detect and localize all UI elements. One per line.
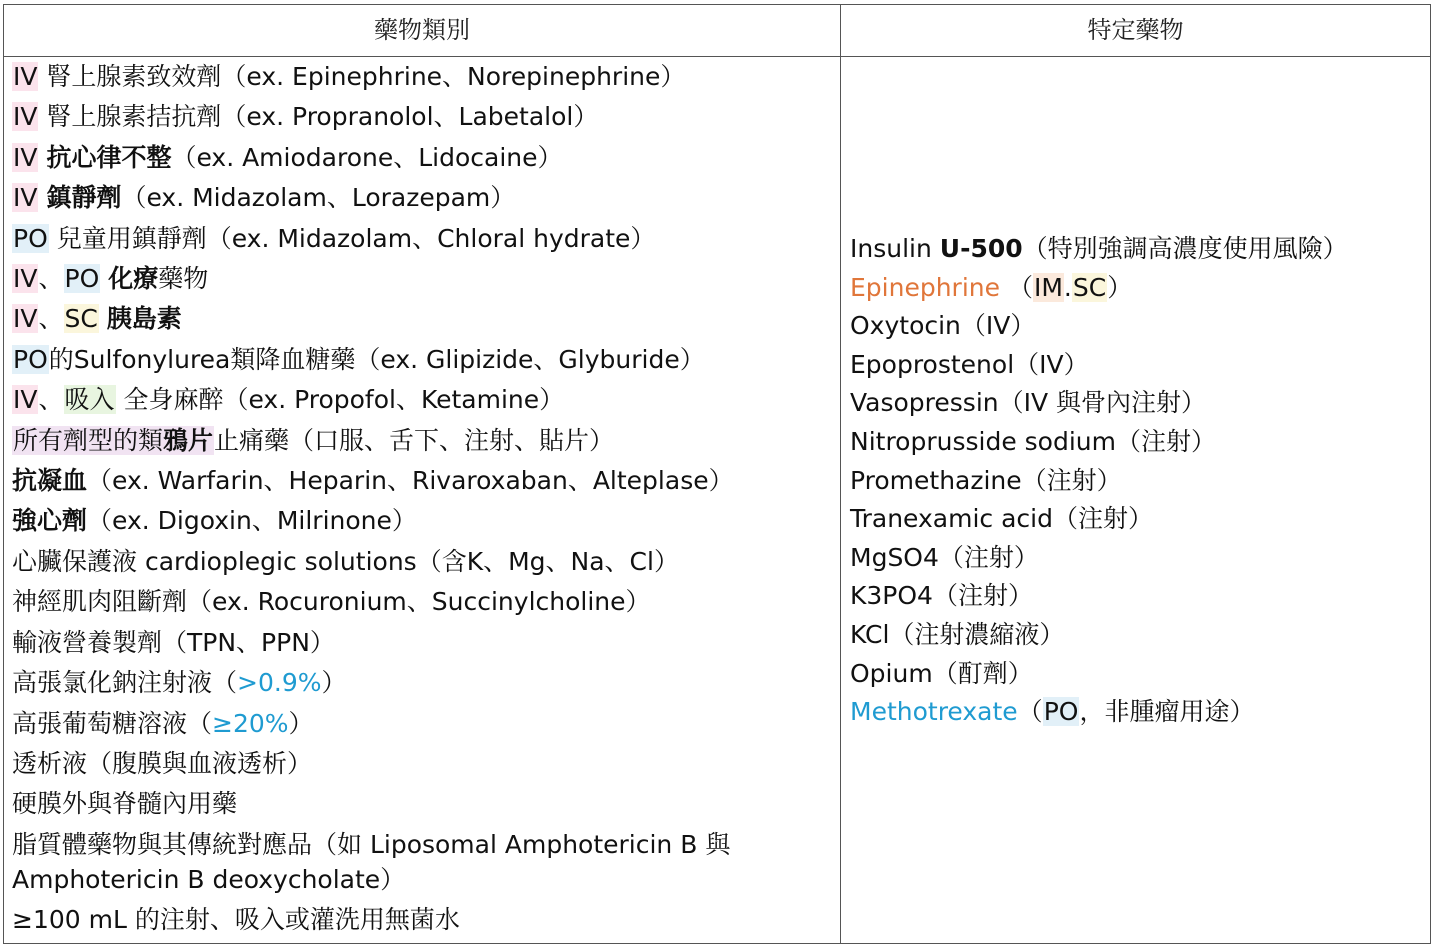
list-item: IV 抗心律不整（ex. Amiodarone、Lidocaine） — [13, 142, 563, 172]
list-item: Epoprostenol（IV） — [850, 349, 1089, 379]
route-tag-iv: IV — [13, 183, 38, 213]
list-item: 強心劑（ex. Digoxin、Milrinone） — [12, 506, 417, 536]
list-item: IV、PO 化療藥物 — [13, 264, 209, 294]
route-tag-po: PO — [1043, 697, 1079, 727]
list-item: Nitroprusside sodium（注射） — [850, 426, 1216, 456]
list-item: 高張氯化鈉注射液（>0.9%） — [12, 668, 347, 698]
list-item: Promethazine（注射） — [850, 465, 1122, 495]
list-item: Vasopressin（IV 與骨內注射） — [850, 388, 1207, 418]
list-item: 脂質體藥物與其傳統對應品（如 Liposomal Amphotericin B 與 Amphotericin B deoxycholate） — [12, 829, 731, 894]
list-item: IV 腎上腺素拮抗劑（ex. Propranolol、Labetalol） — [13, 102, 599, 132]
list-item: KCl（注射濃縮液） — [850, 619, 1065, 649]
list-item: IV、吸入 全身麻醉（ex. Propofol、Ketamine） — [13, 385, 565, 415]
list-item: IV 腎上腺素致效劑（ex. Epinephrine、Norepinephrine） — [13, 62, 686, 91]
drug-name-highlight: Methotrexate — [850, 697, 1018, 727]
drug-name-highlight: Epinephrine — [850, 272, 1000, 302]
drug-category-list — [12, 57, 832, 940]
route-tag-inhaled: 吸入 — [64, 385, 115, 415]
list-item: 抗凝血（ex. Warfarin、Heparin、Rivaroxaban、Alteplase） — [12, 466, 734, 496]
list-item: 輸液營養製劑（TPN、PPN） — [12, 627, 335, 657]
list-item: Epinephrine （IM.SC） — [850, 272, 1133, 302]
specific-drug-list — [850, 230, 1420, 732]
route-tag-sc: SC — [64, 304, 98, 334]
list-item: K3PO4（注射） — [850, 581, 1033, 611]
list-item: MgSO4（注射） — [850, 542, 1039, 572]
list-item: Insulin U-500（特別強調高濃度使用風險） — [850, 234, 1348, 263]
list-item: Methotrexate（PO，非腫瘤用途） — [850, 697, 1255, 727]
route-tag-all-forms: 所有劑型的類鴉片 — [13, 425, 214, 455]
list-item: Opium（酊劑） — [850, 658, 1033, 688]
route-tag-iv: IV — [13, 142, 38, 172]
list-item: 心臟保護液 cardioplegic solutions（含K、Mg、Na、Cl） — [12, 546, 679, 576]
route-tag-iv: IV — [13, 62, 38, 91]
route-tag-sc: SC — [1072, 272, 1107, 302]
list-item: 透析液（腹膜與血液透析） — [12, 748, 313, 778]
list-item: 神經肌肉阻斷劑（ex. Rocuronium、Succinylcholine） — [12, 587, 651, 617]
route-tag-im: IM — [1033, 272, 1063, 302]
list-item: 高張葡萄糖溶液（≥20%） — [12, 708, 314, 738]
header-specific-drugs: 特定藥物 — [1087, 16, 1184, 44]
route-tag-iv: IV — [13, 385, 38, 415]
column-divider — [840, 5, 841, 943]
list-item: Tranexamic acid（注射） — [850, 504, 1153, 534]
list-item: PO的Sulfonylurea類降血糖藥（ex. Glipizide、Glyburide） — [13, 344, 705, 374]
route-tag-iv: IV — [13, 264, 38, 294]
route-tag-iv: IV — [13, 304, 38, 334]
list-item: IV、SC 胰島素 — [13, 304, 182, 334]
list-item: 硬膜外與脊髓內用藥 — [12, 789, 238, 819]
list-item: Oxytocin（IV） — [850, 311, 1036, 341]
route-tag-iv: IV — [13, 102, 38, 132]
route-tag-po: PO — [64, 264, 100, 294]
concentration-highlight: >0.9% — [237, 668, 322, 698]
header-drug-category: 藥物類別 — [374, 16, 470, 44]
list-item: ≥100 mL 的注射、吸入或灌洗用無菌水 — [12, 904, 460, 934]
list-item: IV 鎮靜劑（ex. Midazolam、Lorazepam） — [13, 183, 516, 213]
list-item: 所有劑型的類鴉片止痛藥（口服、舌下、注射、貼片） — [13, 425, 615, 455]
list-item: PO 兒童用鎮靜劑（ex. Midazolam、Chloral hydrate） — [13, 223, 656, 253]
concentration-highlight: ≥20% — [212, 708, 289, 738]
route-tag-po: PO — [13, 344, 48, 374]
route-tag-po: PO — [13, 223, 48, 253]
